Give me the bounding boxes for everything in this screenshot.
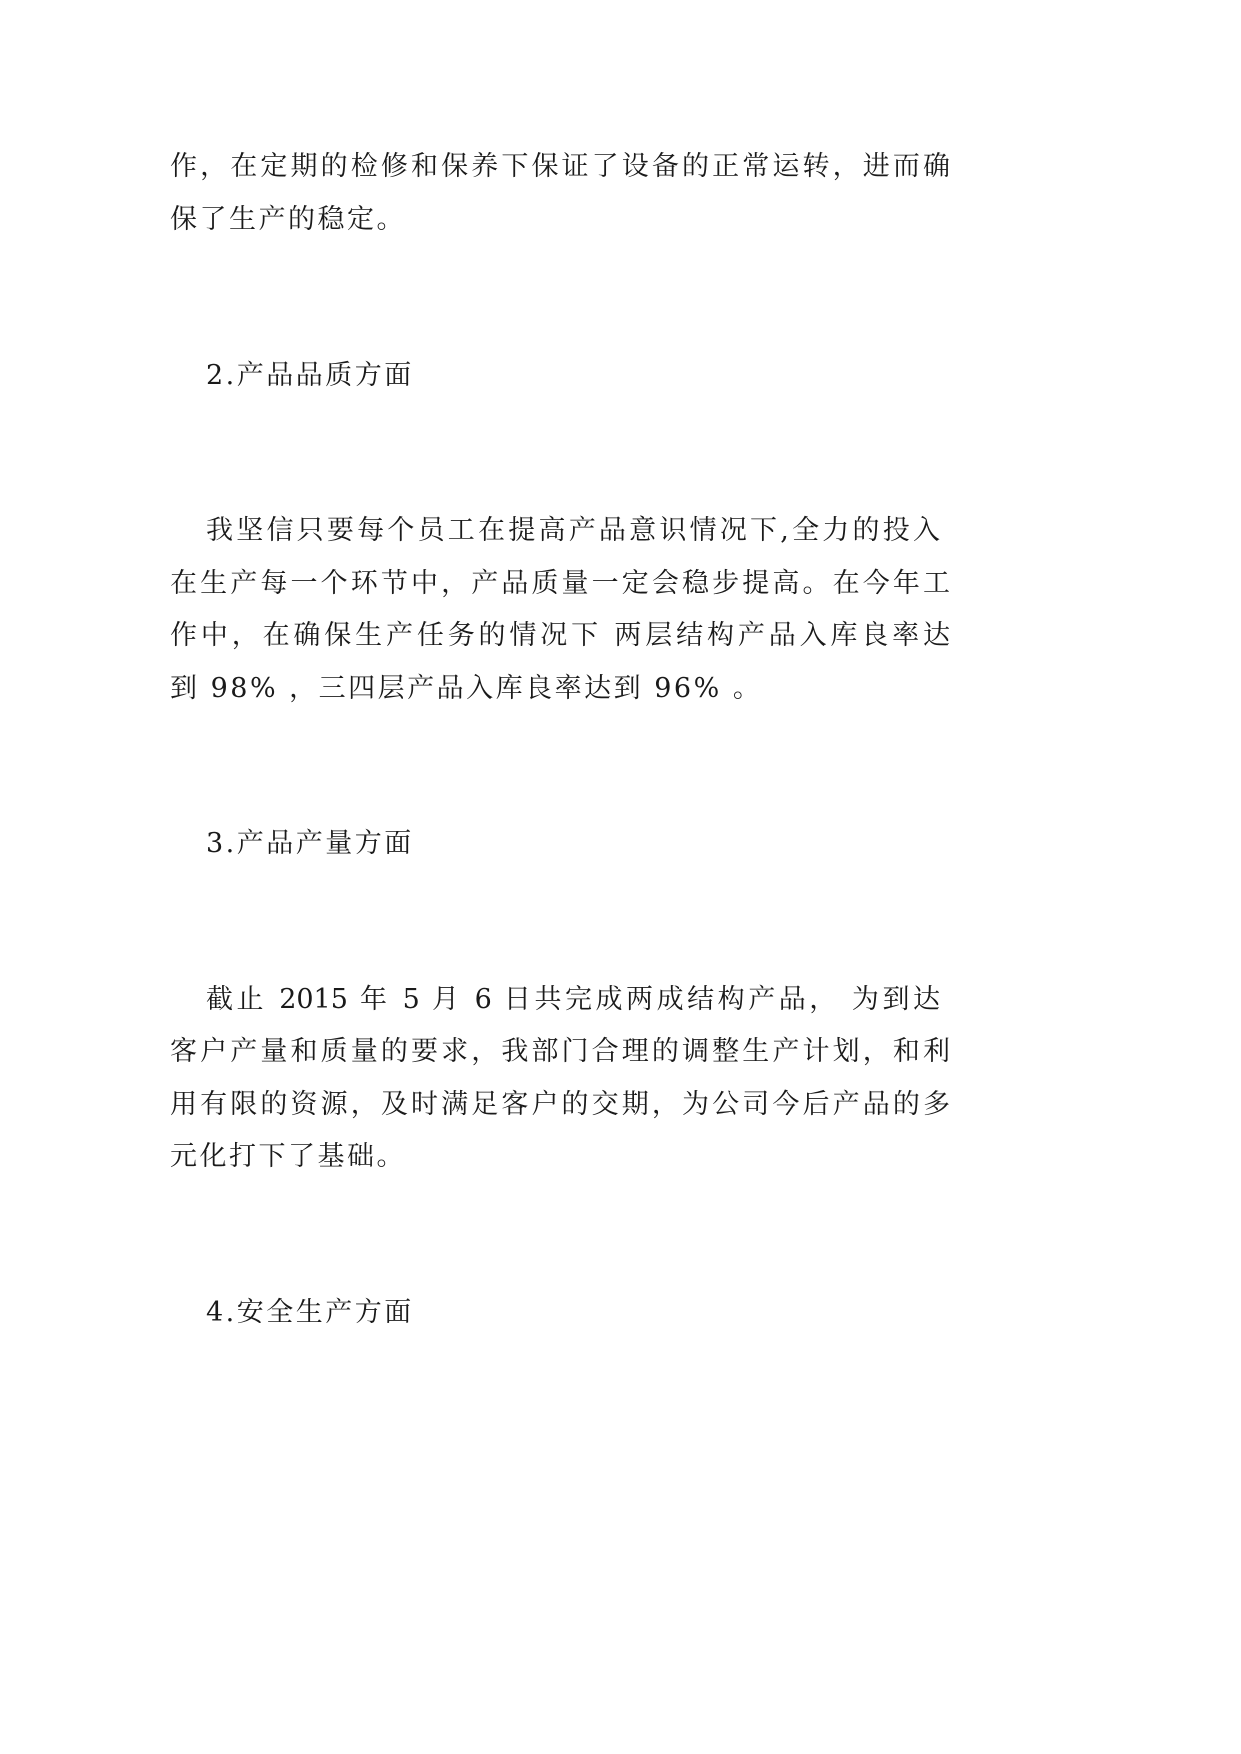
paragraph-line: 保了生产的稳定。 bbox=[170, 204, 406, 235]
section-heading: 3.产品产量方面 bbox=[206, 828, 414, 859]
paragraph-line: 截止 2015 年 5 月 6 日共完成两成结构产品， 为到达 bbox=[206, 984, 940, 1015]
paragraph-line: 我坚信只要每个员工在提高产品意识情况下,全力的投入 bbox=[206, 515, 940, 546]
paragraph-line: 客户产量和质量的要求，我部门合理的调整生产计划，和利 bbox=[170, 1036, 950, 1067]
section-heading: 4.安全生产方面 bbox=[206, 1297, 414, 1328]
section-heading: 2.产品品质方面 bbox=[206, 360, 414, 391]
paragraph-line: 作中，在确保生产任务的情况下 两层结构产品入库良率达 bbox=[170, 620, 950, 651]
paragraph-line: 元化打下了基础。 bbox=[170, 1141, 406, 1172]
paragraph-line: 到 98% ，三四层产品入库良率达到 96% 。 bbox=[170, 673, 763, 704]
paragraph-line: 作，在定期的检修和保养下保证了设备的正常运转，进而确 bbox=[170, 151, 950, 182]
paragraph-line: 用有限的资源，及时满足客户的交期，为公司今后产品的多 bbox=[170, 1089, 950, 1120]
paragraph-line: 在生产每一个环节中，产品质量一定会稳步提高。在今年工 bbox=[170, 568, 950, 599]
